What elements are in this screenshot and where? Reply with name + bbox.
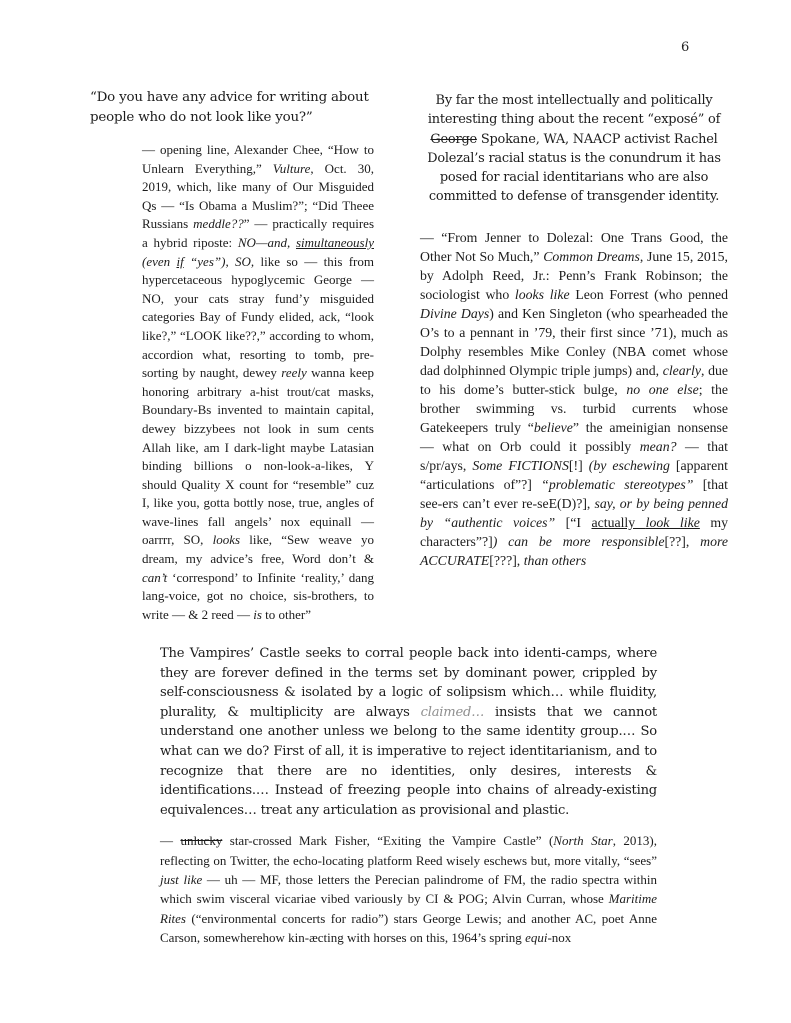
left-epigraph-attribution: — opening line, Alexander Chee, “How to Unlearn Everything,” Vulture, Oct. 30, 2019, which, like many of Our Misguided Qs — “Is Obama a Muslim?”; “Did Theee Russians meddle??” — practically requires a hybrid riposte: NO—and, simultaneously (even if “yes”), SO, like so — this from hypercetaceous hypoglycemic George — NO, your cats stray fund’y misguided categories Bay of Fundy elided, ack, “look like?,” “LOOK like??,” according to whom, accordion what, resorting to tomb, pre-sorting by naught, dewey reely wanna keep honoring arbitrary a-hist trout/cat masks, Boundary-Bs invented to maintain capital, dewey bizzybees not look in sum cents Allah like, am I dark-light maybe Latasian binding billions o non-look-a-likes, Y should Quality X count for “resemble” cuz I, like you, gotta bottly nose, true, angles of wave-lines fall angels’ nox equinall — oarrrr, SO, looks like, “Sew weave yo dream, my advice’s free, Word don’t & can’t ‘correspond’ to Infinite ‘reality,’ dang lang-voice, got no choice, sis-brothers, to write — & 2 reed — is to other” <box>142 142 375 622</box>
page-number: 6 <box>681 40 690 55</box>
right-column <box>420 91 728 570</box>
fisher-attribution: — unlucky star-crossed Mark Fisher, “Exiting the Vampire Castle” (North Star, 2013), reflecting on Twitter, the echo-locating platform Reed wisely eschews but, more vitally, “sees” just like — uh — MF, those letters the Perecian palindrome of FM, the radio spectra within which swim visceral vicariae vibed variously by CI & POG; Alvin Curran, whose Maritime Rites (“environmental concerts for radio”) stars George Lewis; and another AC, poet Anne Carson, somewherehow kin-æcting with horses on this, 1964’s spring equi-nox <box>160 833 658 945</box>
right-citation-paragraph: — “From Jenner to Dolezal: One Trans Good, the Other Not So Much,” Common Dreams, June 15, 2015, by Adolph Reed, Jr.: Penn’s Frank Robinson; the sociologist who looks like Leon Forrest (who penned Divine Days) and Ken Singleton (who spearheaded the O’s to a pennant in ’79, their first since ’71), much as Dolphy resembles Mike Conley (NBA comet whose dad dolphinned Olympic triple jumps) and, clearly, due to his dome’s butter-stick bulge, no one else; the brother swimming vs. turbid currents whose Gatekeepers truly “believe” the ameinigian nonsense — what on Orb could it possibly mean? — that s/pr/ays, Some FICTIONS[!] (by eschewing [apparent “articulations of”?] “problematic stereotypes” [that see-ers can’t ever re-seE(D)?], say, or by being penned by “authentic voices” [“I actually look like my characters”?]) can be more responsible[??], more ACCURATE[???], than others <box>420 229 729 568</box>
right-lead-paragraph: By far the most intellectually and politically interesting thing about the recent “exposé” of George Spokane, WA, NAACP activist Rachel Dolezal’s racial status is the conundrum it has posed for racial identitarians who are also committed to defense of transgender identity. <box>427 93 721 205</box>
vampire-castle-quote: The Vampires’ Castle seeks to corral people back into identi-camps, where they are forever defined in the terms set by dominant power, crippled by self-consciousness & isolated by a logic of solipsism which… while fluidity, plurality, & multiplicity are always claimed… insists that we cannot understand one another unless we belong to the same identity group.… So what can we do? First of all, it is imperative to reject identitarianism, and to recognize that there are no identities, only desires, interests & identifications.… Instead of freezing people into chains of already-existing equivalences… treat any articulation as provisional and plastic. <box>160 646 657 818</box>
left-epigraph: “Do you have any advice for writing about people who do not look like you?” <box>90 90 369 125</box>
bottom-section <box>160 644 657 947</box>
